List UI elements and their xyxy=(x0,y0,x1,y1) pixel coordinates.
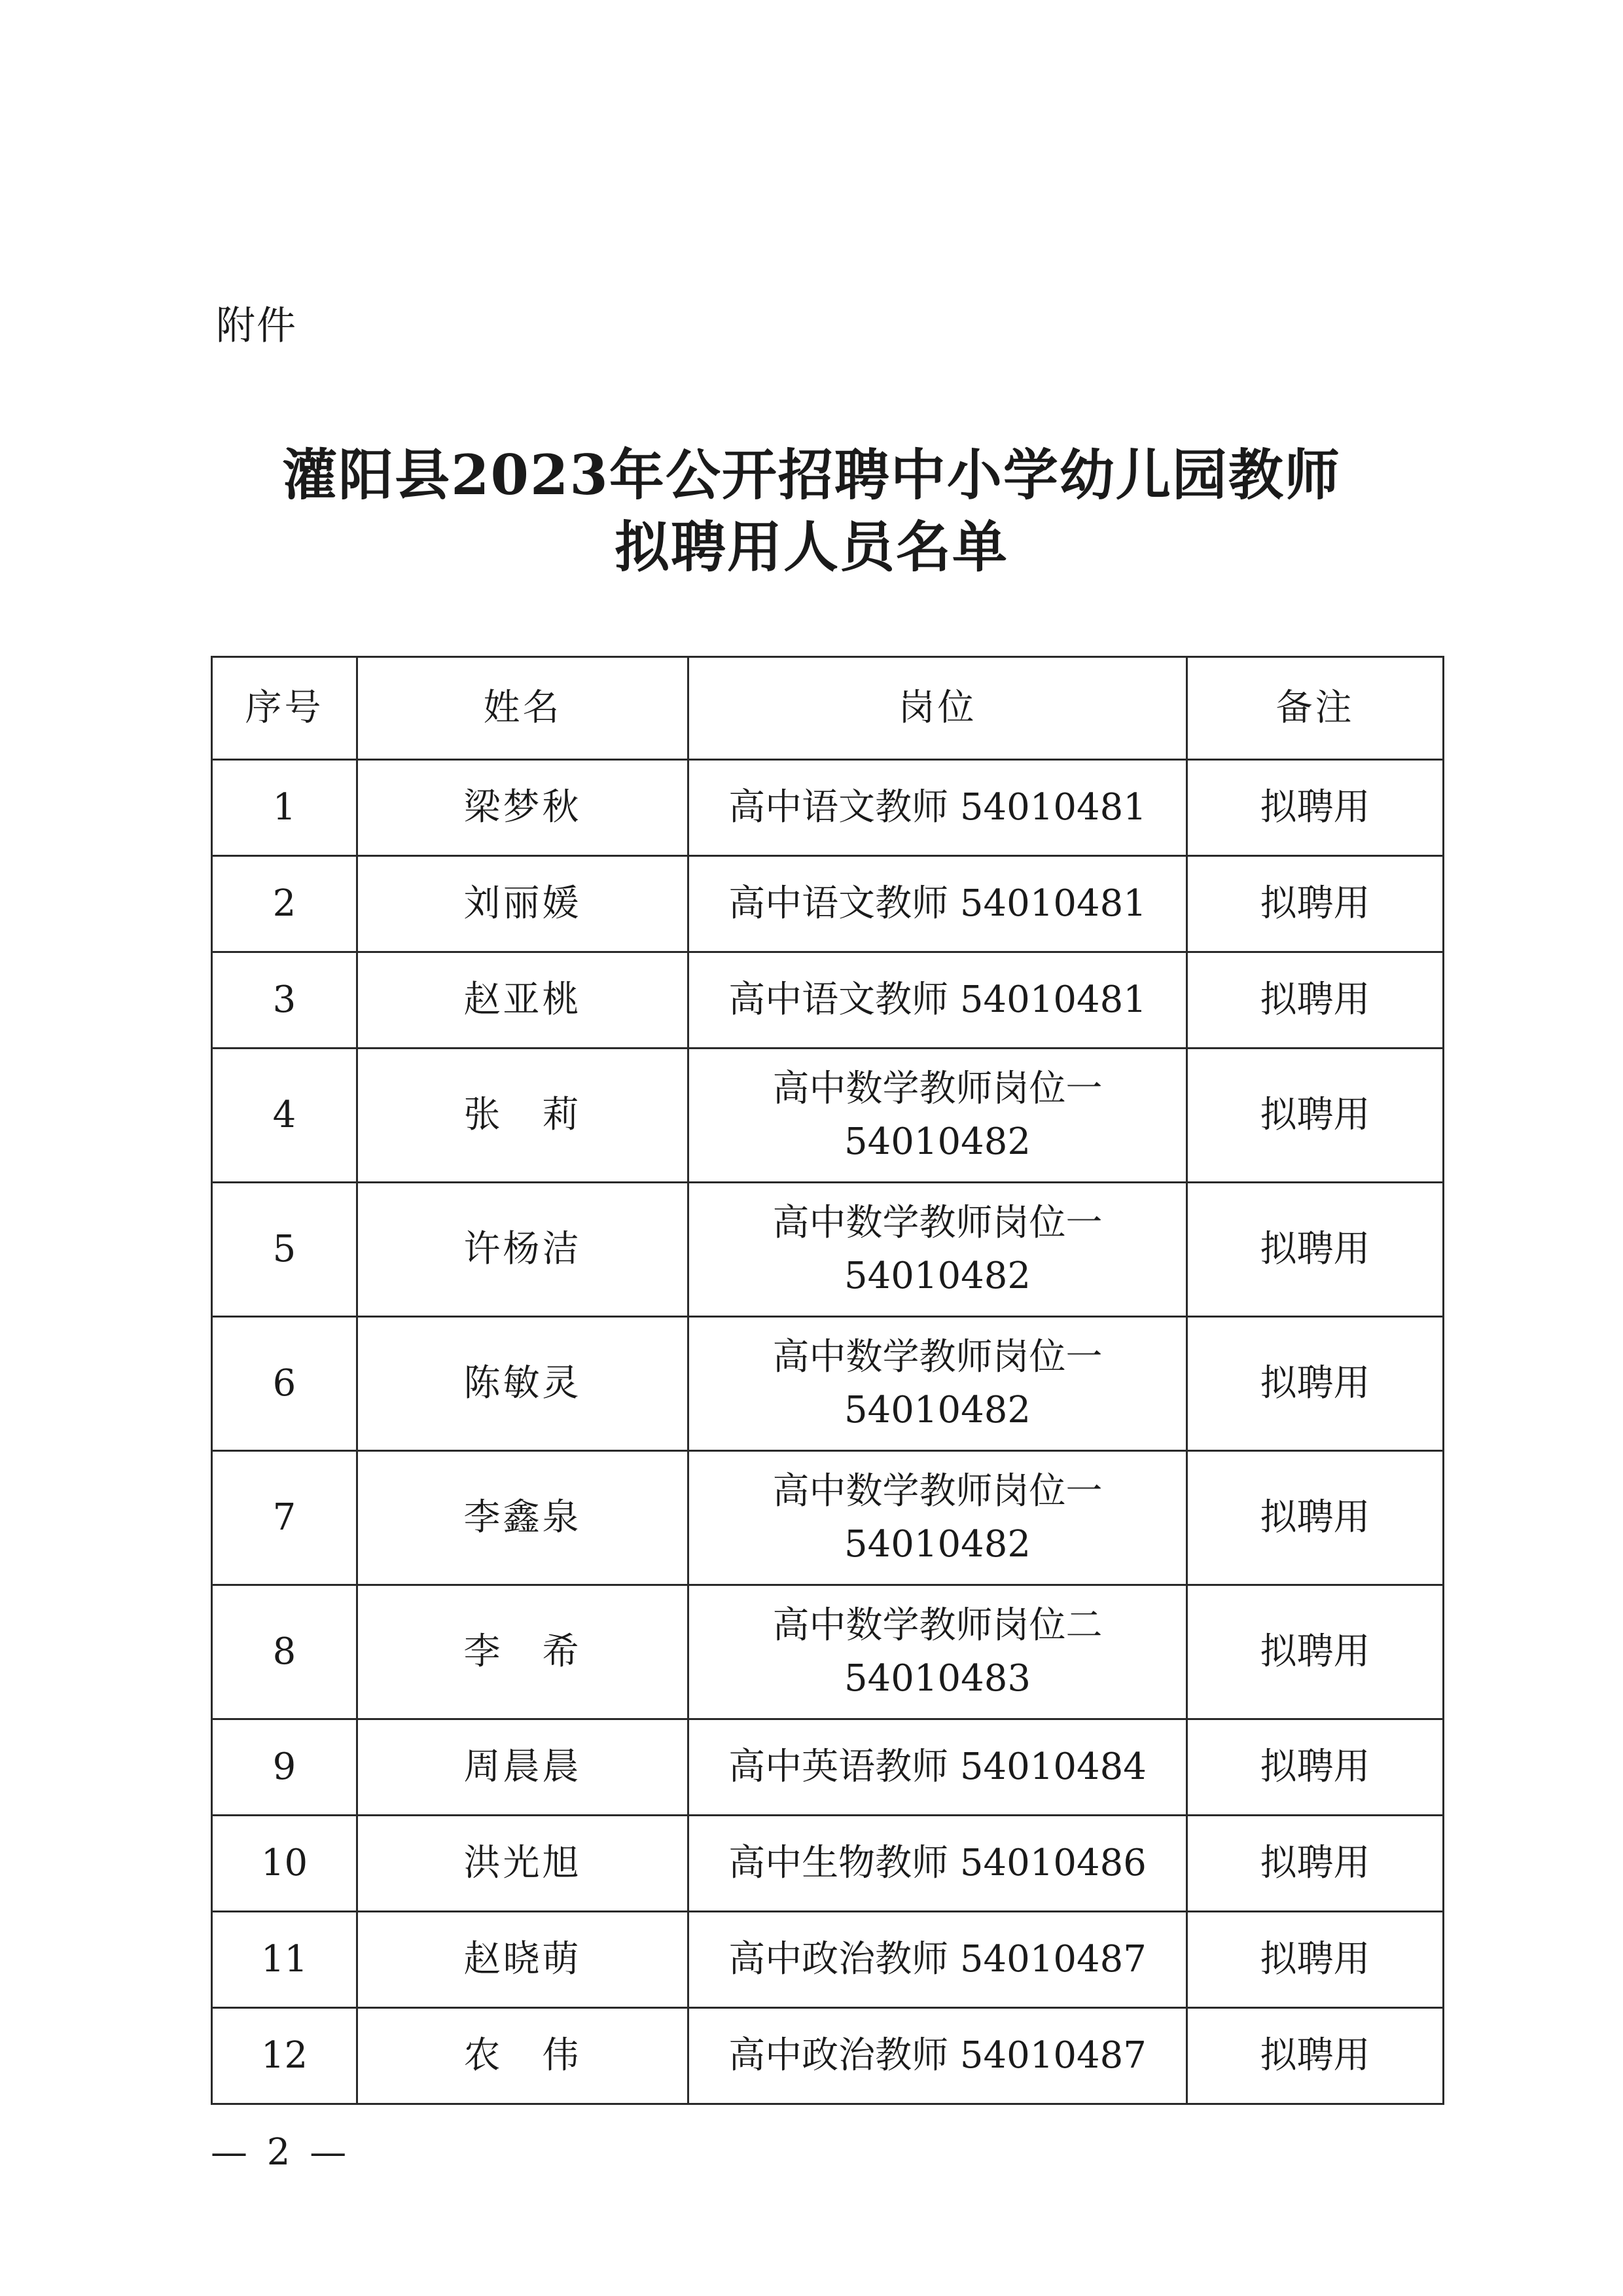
table-row xyxy=(212,1912,1444,2008)
cell-name: 李 希 xyxy=(357,1585,688,1719)
cell-name: 洪光旭 xyxy=(357,1816,688,1912)
table-row xyxy=(212,1585,1444,1719)
cell-post xyxy=(688,1816,1187,1912)
table-row xyxy=(212,1049,1444,1183)
post-line-2: 54010483 xyxy=(844,1657,1031,1700)
cell-remark: 拟聘用 xyxy=(1187,952,1444,1049)
post-line-2: 54010482 xyxy=(844,1121,1031,1163)
cell-post xyxy=(688,760,1187,856)
cell-remark: 拟聘用 xyxy=(1187,1451,1444,1585)
document-title-line-1: 灌阳县2023年公开招聘中小学幼儿园教师 xyxy=(282,442,1341,507)
cell-remark: 拟聘用 xyxy=(1187,1183,1444,1317)
document-title-line-2: 拟聘用人员名单 xyxy=(614,514,1008,579)
cell-name: 赵晓萌 xyxy=(357,1912,688,2008)
post-line-1: 高中政治教师 54010487 xyxy=(728,2034,1147,2077)
cell-post xyxy=(688,1317,1187,1451)
table-row xyxy=(212,856,1444,952)
cell-name: 张 莉 xyxy=(357,1049,688,1183)
post-line-1: 高中数学教师岗位一 xyxy=(772,1067,1103,1110)
cell-post xyxy=(688,1049,1187,1183)
table-row xyxy=(212,1719,1444,1816)
post-line-1: 高中数学教师岗位一 xyxy=(772,1469,1103,1513)
header-name: 姓名 xyxy=(357,657,688,760)
cell-remark: 拟聘用 xyxy=(1187,760,1444,856)
cell-index: 2 xyxy=(212,856,357,952)
page-number: — 2 — xyxy=(211,2131,351,2174)
post-line-1: 高中英语教师 54010484 xyxy=(728,1746,1147,1789)
header-index: 序号 xyxy=(212,657,357,760)
cell-index: 7 xyxy=(212,1451,357,1585)
cell-remark: 拟聘用 xyxy=(1187,2008,1444,2104)
table-row xyxy=(212,760,1444,856)
post-line-1: 高中政治教师 54010487 xyxy=(728,1938,1147,1981)
cell-remark: 拟聘用 xyxy=(1187,1816,1444,1912)
cell-remark: 拟聘用 xyxy=(1187,1719,1444,1816)
table-row xyxy=(212,952,1444,1049)
cell-name: 陈敏灵 xyxy=(357,1317,688,1451)
cell-index: 9 xyxy=(212,1719,357,1816)
header-remark: 备注 xyxy=(1187,657,1444,760)
post-line-1: 高中语文教师 54010481 xyxy=(728,786,1147,829)
cell-name: 许杨洁 xyxy=(357,1183,688,1317)
cell-name: 梁梦秋 xyxy=(357,760,688,856)
cell-post xyxy=(688,856,1187,952)
cell-post xyxy=(688,1585,1187,1719)
header-post: 岗位 xyxy=(688,657,1187,760)
cell-index: 12 xyxy=(212,2008,357,2104)
candidate-table xyxy=(211,656,1444,2105)
table-row xyxy=(212,1451,1444,1585)
cell-post xyxy=(688,1451,1187,1585)
post-line-1: 高中语文教师 54010481 xyxy=(728,882,1147,925)
cell-post xyxy=(688,1183,1187,1317)
cell-name: 李鑫泉 xyxy=(357,1451,688,1585)
table-row xyxy=(212,1183,1444,1317)
post-line-2: 54010482 xyxy=(844,1523,1031,1566)
cell-name: 刘丽媛 xyxy=(357,856,688,952)
cell-post xyxy=(688,1719,1187,1816)
table-row xyxy=(212,2008,1444,2104)
post-line-1: 高中生物教师 54010486 xyxy=(728,1842,1147,1885)
cell-post xyxy=(688,952,1187,1049)
table-row xyxy=(212,1816,1444,1912)
cell-name: 农 伟 xyxy=(357,2008,688,2104)
cell-index: 4 xyxy=(212,1049,357,1183)
cell-post xyxy=(688,1912,1187,2008)
cell-name: 周晨晨 xyxy=(357,1719,688,1816)
post-line-1: 高中数学教师岗位一 xyxy=(772,1201,1103,1244)
post-line-2: 54010482 xyxy=(844,1255,1031,1297)
cell-index: 10 xyxy=(212,1816,357,1912)
cell-remark: 拟聘用 xyxy=(1187,1317,1444,1451)
table-row xyxy=(212,1317,1444,1451)
cell-post xyxy=(688,2008,1187,2104)
cell-index: 5 xyxy=(212,1183,357,1317)
post-line-1: 高中数学教师岗位一 xyxy=(772,1335,1103,1378)
cell-index: 3 xyxy=(212,952,357,1049)
post-line-1: 高中数学教师岗位二 xyxy=(772,1604,1103,1647)
cell-index: 11 xyxy=(212,1912,357,2008)
table-header-row xyxy=(212,657,1444,760)
post-line-2: 54010482 xyxy=(844,1389,1031,1431)
cell-index: 1 xyxy=(212,760,357,856)
post-line-1: 高中语文教师 54010481 xyxy=(728,978,1147,1022)
cell-name: 赵亚桃 xyxy=(357,952,688,1049)
cell-remark: 拟聘用 xyxy=(1187,1049,1444,1183)
attachment-label: 附件 xyxy=(216,303,297,349)
cell-remark: 拟聘用 xyxy=(1187,856,1444,952)
cell-index: 8 xyxy=(212,1585,357,1719)
cell-remark: 拟聘用 xyxy=(1187,1912,1444,2008)
cell-remark: 拟聘用 xyxy=(1187,1585,1444,1719)
cell-index: 6 xyxy=(212,1317,357,1451)
